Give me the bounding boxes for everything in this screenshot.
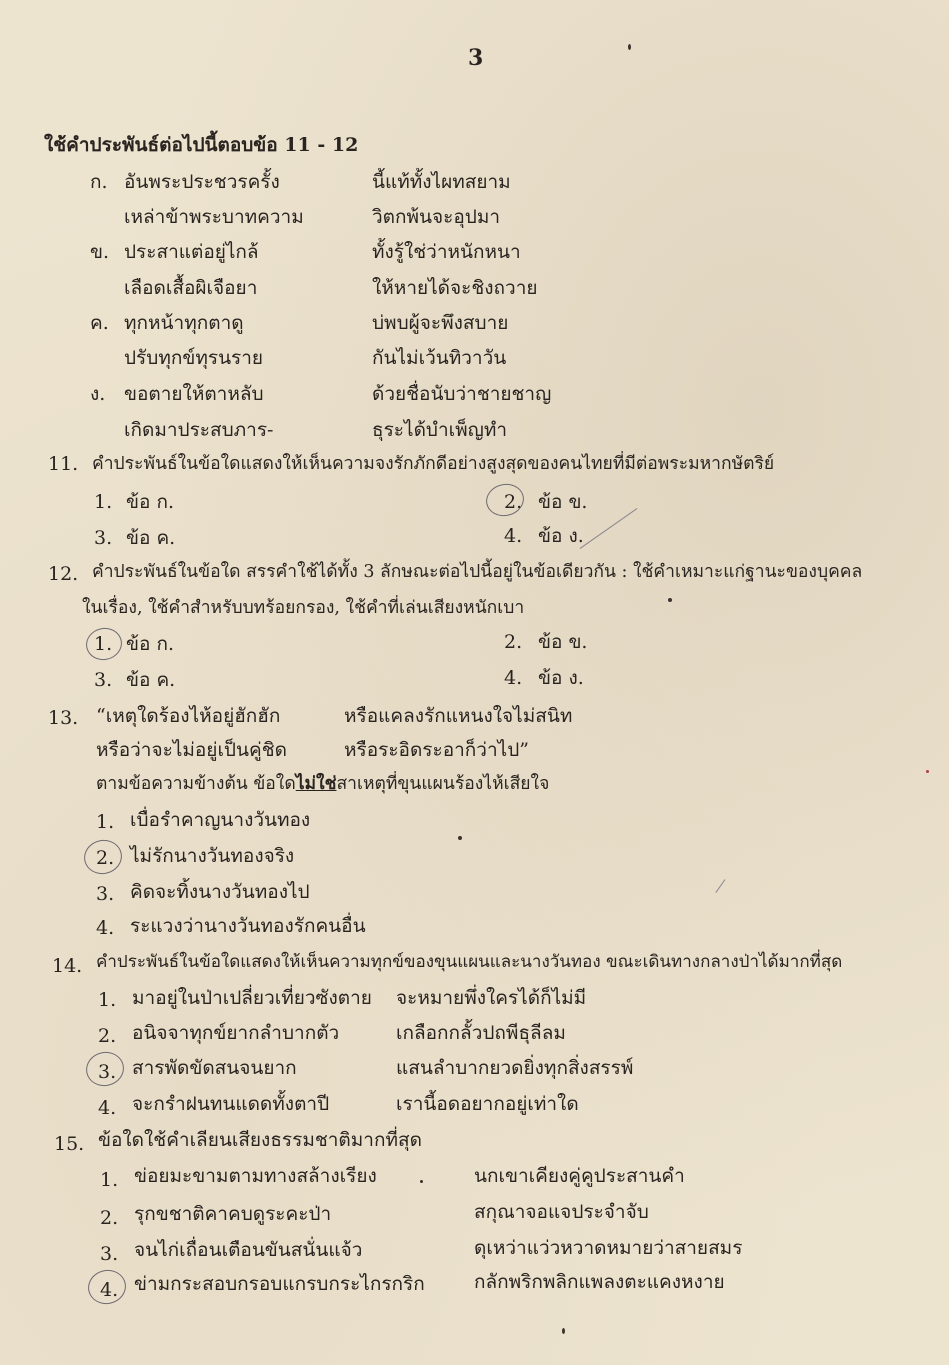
answer-circle-mark [85, 1266, 129, 1307]
choice-number: 4. [100, 1279, 119, 1301]
choice-text: มาอยู่ในป่าเปลี่ยวเที่ยวซังตาย [132, 987, 372, 1009]
verse-line: หรือแคลงรักแหนงใจไม่สนิท [344, 705, 573, 727]
ink-speck [458, 836, 462, 840]
choice-number: 2. [96, 847, 115, 869]
stem-prefix: ตามข้อความข้างต้น ข้อใด [96, 774, 296, 794]
choice-text: แสนลำบากยวดยิ่งทุกสิ่งสรรพ์ [396, 1057, 634, 1079]
choice-number: 2. [504, 631, 523, 653]
choice-number: 4. [504, 525, 523, 547]
verse-line: ให้หายได้จะชิงถวาย [372, 277, 538, 299]
verse-line: หรือระอิดระอาก็ว่าไป” [344, 739, 529, 761]
choice-text: ข้อ ข. [538, 491, 588, 513]
choice-number: 3. [94, 669, 113, 691]
choice-text: นกเขาเคียงคู่คูประสานคำ [474, 1165, 685, 1187]
verse-line: เกิดมาประสบภาร- [124, 419, 274, 441]
verse-line: อันพระประชวรครั้ง [124, 171, 280, 193]
choice-text: คิดจะทิ้งนางวันทองไป [130, 881, 310, 903]
choice-text: ระแวงว่านางวันทองรักคนอื่น [130, 915, 366, 937]
ink-speck [420, 1180, 423, 1183]
verse-line: กันไม่เว้นทิวาวัน [372, 347, 507, 369]
choice-number: 1. [96, 811, 115, 833]
question-text: คำประพันธ์ในข้อใดแสดงให้เห็นความจงรักภักดีอย่างสูงสุดของคนไทยที่มีต่อพระมหากษัตริย์ [92, 454, 775, 474]
ink-speck [926, 770, 929, 773]
page-number: 3 [468, 45, 484, 71]
choice-text: จะหมายพึ่งใครได้ก็ไม่มี [396, 987, 587, 1009]
verse-line: บ่พบผู้จะพึงสบาย [372, 312, 509, 334]
verse-line: ขอตายให้ตาหลับ [124, 383, 264, 405]
choice-number: 3. [96, 883, 115, 905]
answer-circle-mark [83, 1048, 127, 1089]
choice-text: จะกรำฝนทนแดดทั้งตาปี [132, 1093, 330, 1115]
answer-circle-mark [81, 836, 125, 877]
question-number: 13. [48, 707, 79, 729]
question-text: คำประพันธ์ในข้อใด สรรคำใช้ได้ทั้ง 3 ลักษณะต่อไปนี้อยู่ในข้อเดียวกัน : ใช้คำเหมาะแก่ฐานะของบุคคล [92, 562, 863, 582]
verse-line: ทั้งรู้ใช่ว่าหนักหนา [372, 241, 521, 263]
choice-text: เรานี้อดอยากอยู่เท่าใด [396, 1093, 579, 1115]
ink-speck [562, 1328, 565, 1334]
ink-speck [628, 44, 631, 50]
verse-line: นี้แท้ทั้งไผทสยาม [372, 171, 511, 193]
choice-number: 2. [504, 491, 523, 513]
verse-line: เหล่าข้าพระบาทความ [124, 206, 304, 228]
pencil-stroke [580, 508, 638, 549]
passage-instruction: ใช้คำประพันธ์ต่อไปนี้ตอบข้อ 11 - 12 [44, 134, 359, 156]
choice-text: ข้อ ก. [126, 633, 174, 655]
choice-text: กลักพริกพลิกแพลงตะแคงหงาย [474, 1271, 725, 1293]
choice-number: 1. [94, 491, 113, 513]
verse-line: “เหตุใดร้องไห้อยู่ฮักฮัก [96, 705, 281, 727]
choice-text: ข้อ ข. [538, 631, 588, 653]
stanza-label: ก. [90, 171, 108, 193]
choice-number: 4. [504, 667, 523, 689]
verse-line: หรือว่าจะไม่อยู่เป็นคู่ชิด [96, 739, 287, 761]
stanza-label: ค. [90, 312, 109, 334]
answer-circle-mark [83, 625, 125, 664]
verse-line: ประสาแต่อยู่ไกล้ [124, 241, 259, 263]
choice-text: สกุณาจอแจประจำจับ [474, 1201, 649, 1223]
choice-text: เบื่อรำคาญนางวันทอง [130, 809, 311, 831]
choice-text: ข้อ ค. [126, 527, 176, 549]
choice-text: เกลือกกลั้วปถพีธุลีลม [396, 1022, 566, 1044]
choice-number: 2. [100, 1207, 119, 1229]
choice-number: 4. [96, 917, 115, 939]
verse-line: ด้วยชื่อนับว่าชายชาญ [372, 383, 552, 405]
choice-text: สารพัดขัดสนจนยาก [132, 1057, 297, 1079]
question-number: 15. [54, 1133, 85, 1155]
verse-line: วิตกพ้นจะอุปมา [372, 206, 501, 228]
choice-text: ข้อ ง. [538, 525, 584, 547]
verse-line: ปรับทุกข์ทุรนราย [124, 347, 264, 369]
choice-number: 4. [98, 1097, 117, 1119]
question-text [96, 772, 549, 796]
question-text-cont: ในเรื่อง, ใช้คำสำหรับบทร้อยกรอง, ใช้คำที่เล่นเสียงหนักเบา [82, 598, 525, 618]
choice-text: ข้อ ค. [126, 669, 176, 691]
verse-line: ทุกหน้าทุกตาดู [124, 312, 244, 334]
choice-text: อนิจจาทุกข์ยากลำบากตัว [132, 1022, 340, 1044]
choice-number: 3. [100, 1243, 119, 1265]
ink-speck [668, 598, 672, 602]
stanza-label: ข. [90, 241, 110, 263]
choice-text: รุกขชาติคาคบดูระคะป่า [134, 1203, 332, 1225]
question-number: 14. [52, 955, 83, 977]
stem-underlined: ไม่ใช่ [295, 774, 337, 794]
choice-number: 2. [98, 1025, 117, 1047]
pencil-stroke [715, 879, 725, 893]
choice-text: ข้อ ง. [538, 667, 584, 689]
question-number: 12. [48, 563, 79, 585]
choice-number: 1. [94, 633, 113, 655]
choice-text: ข่ามกระสอบกรอบแกรบกระไกรกริก [134, 1273, 425, 1295]
question-text: คำประพันธ์ในข้อใดแสดงให้เห็นความทุกข์ของขุนแผนและนางวันทอง ขณะเดินทางกลางป่าได้มากที่สุด [96, 952, 843, 972]
choice-number: 3. [94, 527, 113, 549]
choice-text: ข่อยมะขามตามทางสล้างเรียง [134, 1165, 377, 1187]
choice-text: ดุเหว่าแว่วหวาดหมายว่าสายสมร [474, 1237, 743, 1259]
choice-text: ข้อ ก. [126, 491, 174, 513]
choice-number: 1. [100, 1169, 119, 1191]
stanza-label: ง. [90, 383, 106, 405]
question-number: 11. [48, 453, 79, 475]
choice-number: 3. [98, 1061, 117, 1083]
choice-text: จนไก่เถื่อนเตือนขันสนั่นแจ้ว [134, 1239, 363, 1261]
choice-text: ไม่รักนางวันทองจริง [130, 845, 295, 867]
verse-line: เลือดเสื้อผิเจือยา [124, 277, 258, 299]
stem-suffix: สาเหตุที่ขุนแผนร้องไห้เสียใจ [336, 774, 550, 794]
question-text: ข้อใดใช้คำเลียนเสียงธรรมชาติมากที่สุด [98, 1129, 422, 1151]
verse-line: ธุระได้บำเพ็ญทำ [372, 419, 508, 441]
choice-number: 1. [98, 989, 117, 1011]
